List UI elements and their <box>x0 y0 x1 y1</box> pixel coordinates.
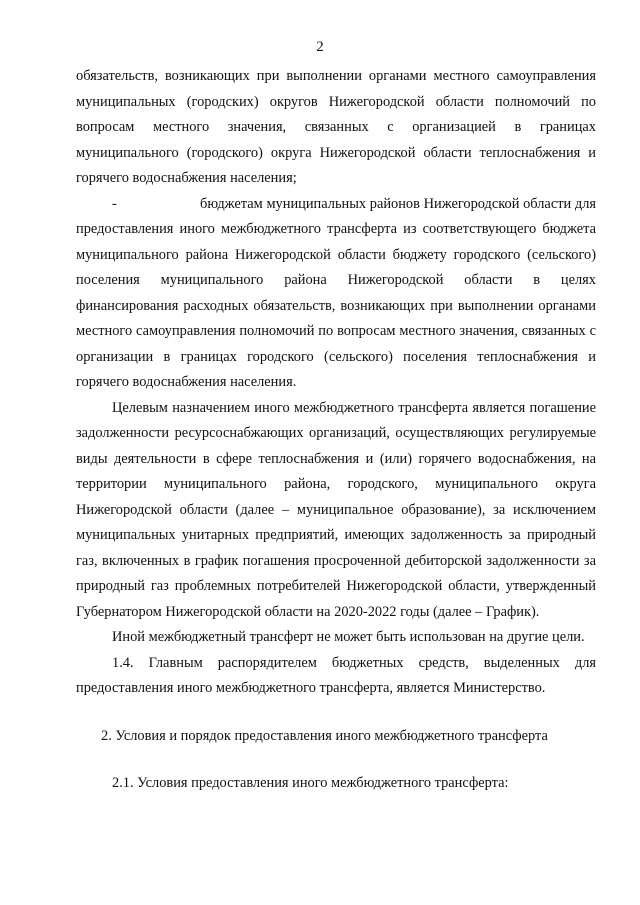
section-heading: 2. Условия и порядок предоставления иного межбюджетного трансферта <box>101 727 548 744</box>
bullet-dash: - <box>112 195 117 212</box>
page-number: 2 <box>316 39 324 55</box>
paragraph-target-purpose: Целевым назначением иного межбюджетного трансферта является погашение задолженности ресурсоснабжающих организаций, осуществляющих регулируемые виды деятельности в сфере теплоснабжения и (или) горячего водоснабжения, на территории муниципального района, городского, муниципального округа Нижегородской области (далее – муниципальное образование), за исключением муниципальных унитарных предприятий, имеющих задолженность за природный газ, включенных в график погашения просроченной дебиторской задолженности за природный газ проблемных потребителей Нижегородской области, утвержденный Губернатором Нижегородской области на 2020-2022 годы (далее – График). <box>76 399 596 620</box>
spacer <box>76 749 596 771</box>
paragraph-obligations: обязательств, возникающих при выполнении органами местного самоуправления муниципальных (городских) округов Нижегородской области полномочий по вопросам местного значения, связанных с организацией в границах муниципального (городского) округа Нижегородской области теплоснабжения и горячего водоснабжения населения; <box>76 68 596 186</box>
bullet-item-text: бюджетам муниципальных районов Нижегородской области для предоставления иного межбюджетного трансферта из соответствующего бюджета муниципального района Нижегородской области бюджету городского (сельского) поселения муниципального района Нижегородской области в целях финансирования расходных обязательств, возникающих при выполнении органами местного самоуправления полномочий по вопросам местного значения, связанных с организации в границах городского (сельского) поселения теплоснабжения и горячего водоснабжения населения. <box>76 195 596 390</box>
bullet-item-municipal-districts <box>76 192 596 396</box>
document-body <box>76 64 596 797</box>
spacer <box>76 702 596 724</box>
subsection-heading: 2.1. Условия предоставления иного межбюджетного трансферта: <box>112 775 509 791</box>
paragraph-usage-restriction: Иной межбюджетный трансферт не может быть использован на другие цели. <box>112 629 585 645</box>
paragraph-main-manager: 1.4. Главным распорядителем бюджетных средств, выделенных для предоставления иного межбюджетного трансферта, является Министерство. <box>76 654 596 696</box>
